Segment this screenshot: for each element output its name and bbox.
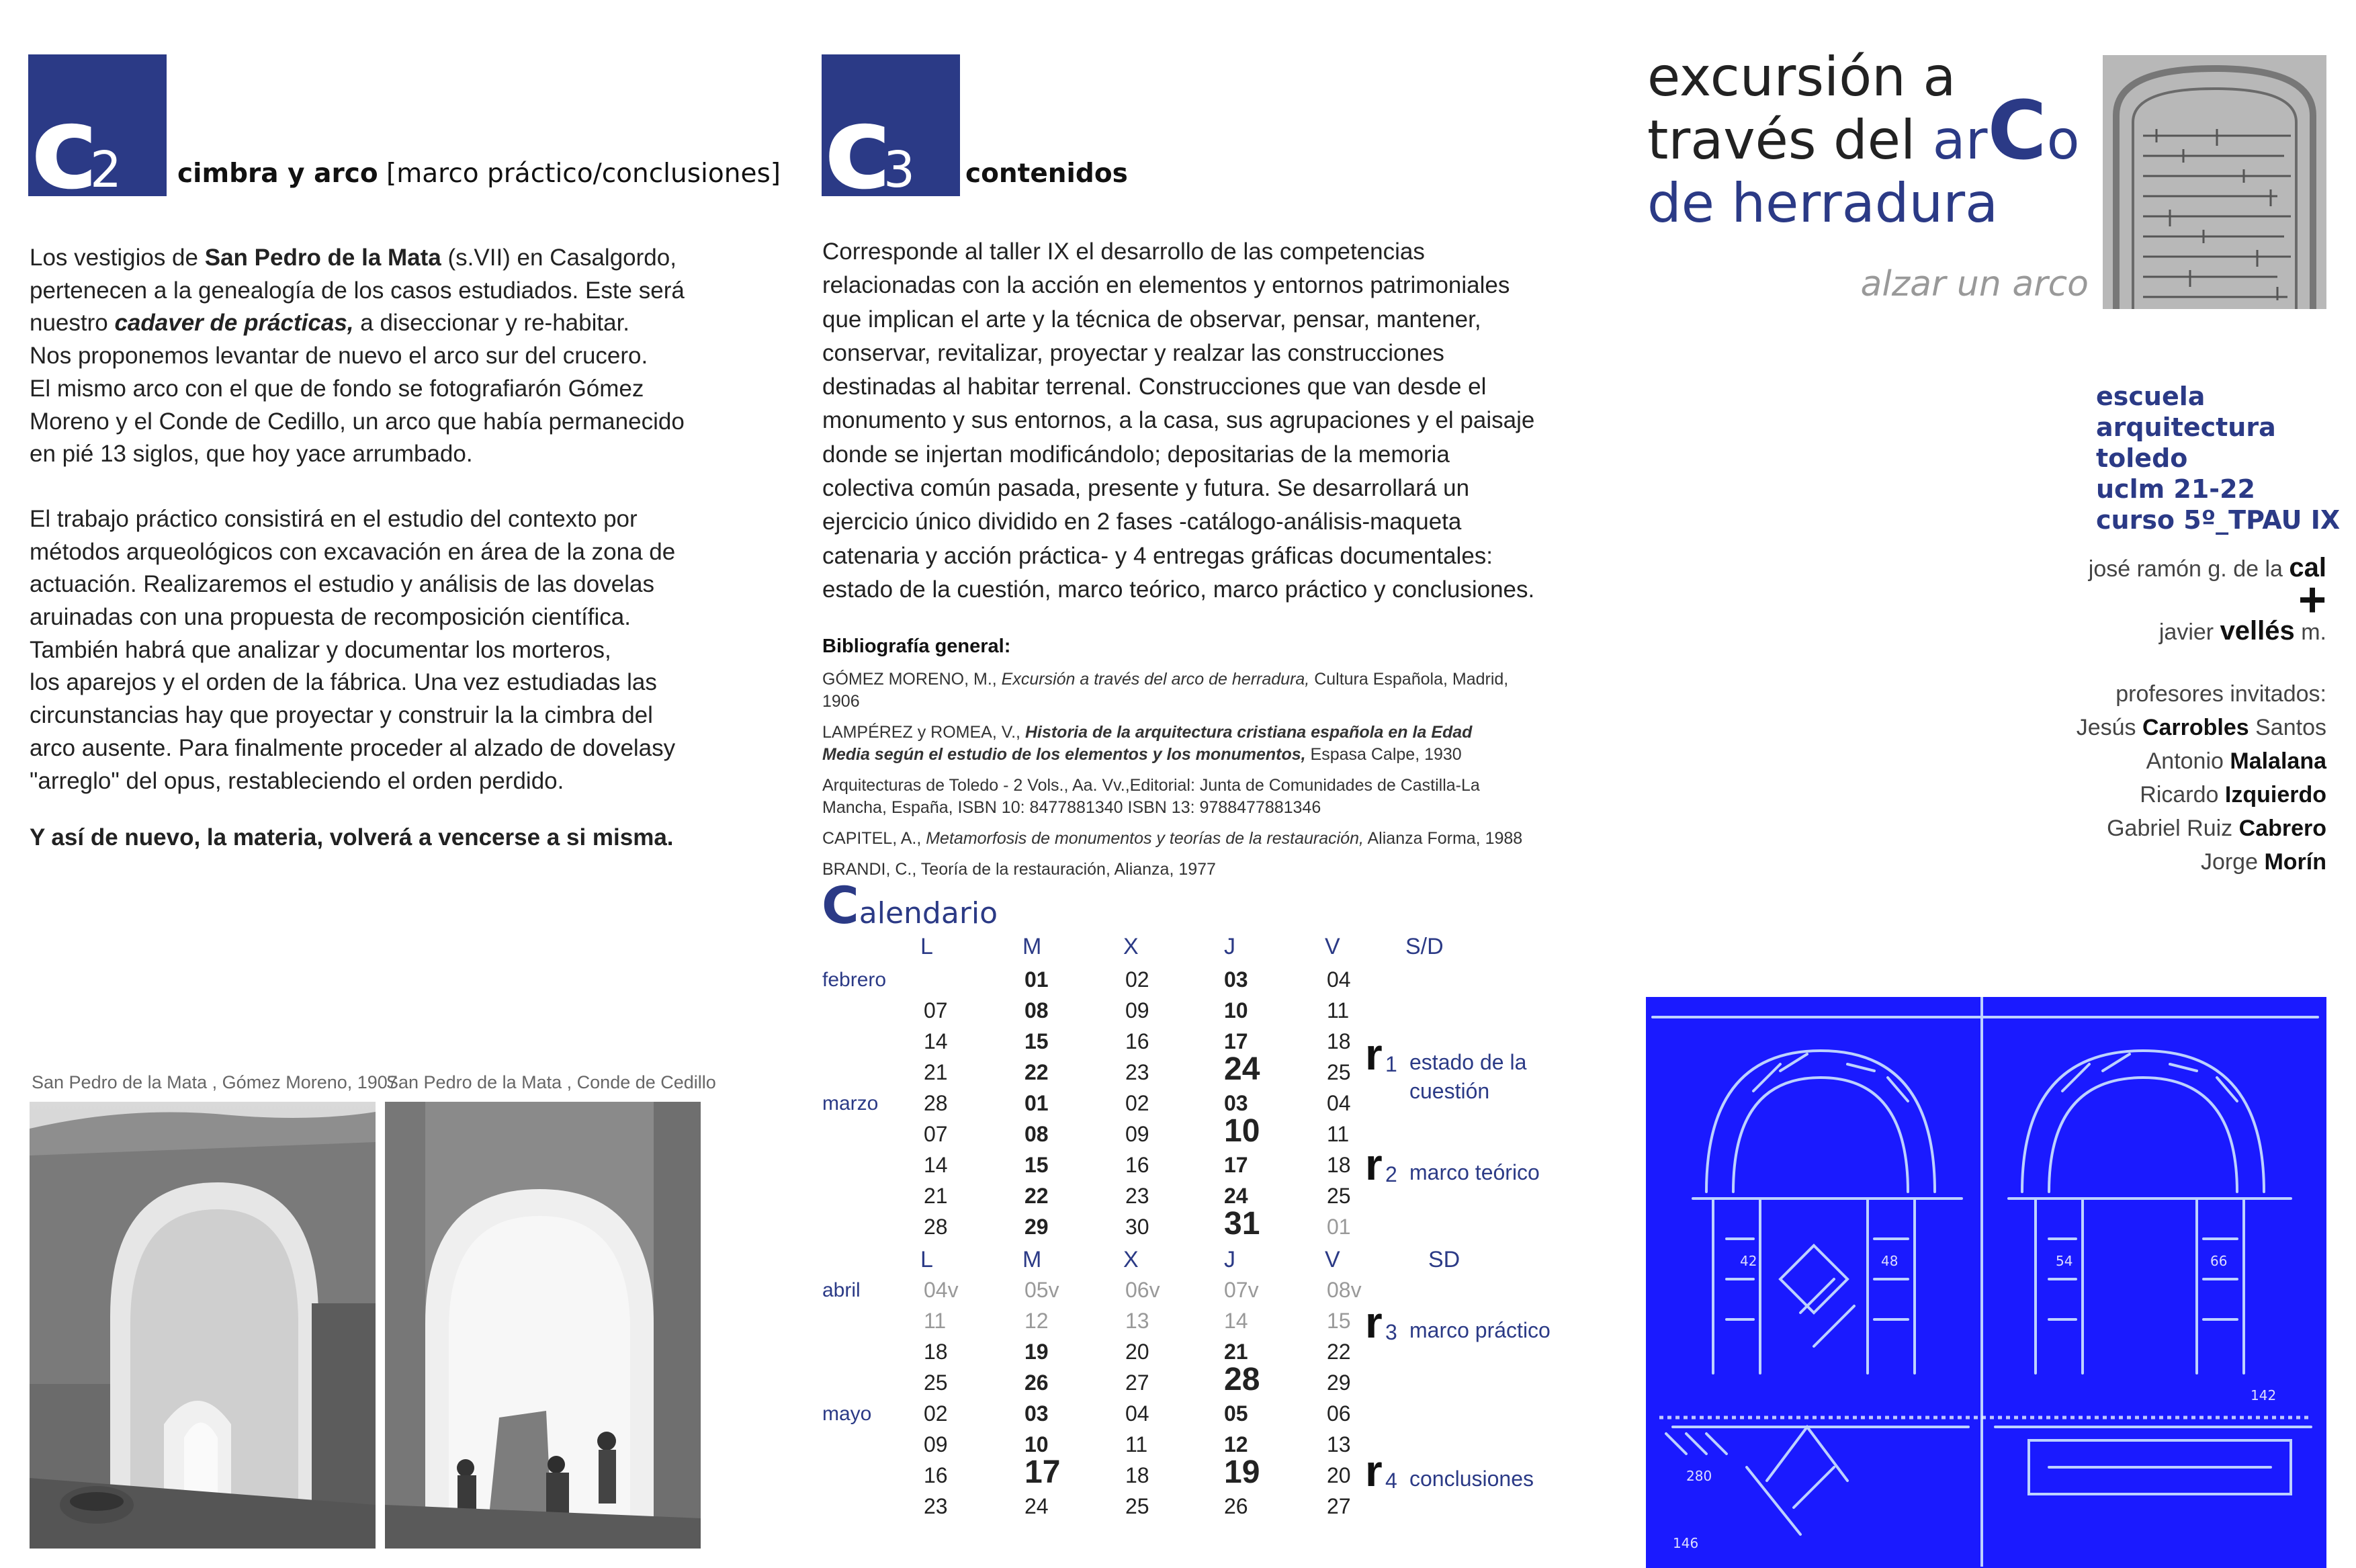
calendar-day: 04	[1327, 1091, 1351, 1115]
delivery-marker: r	[1365, 1029, 1383, 1079]
calendar-day: 11	[1327, 1122, 1350, 1146]
calendar-day: 01	[1327, 1215, 1351, 1239]
photo-conde-cedillo	[385, 1102, 701, 1549]
calendar-day: 02	[924, 1401, 948, 1426]
calendar-day: 23	[1125, 1184, 1149, 1208]
calendar-day: 08	[1024, 998, 1049, 1022]
calendar-col-header: SD	[1428, 1247, 1460, 1272]
calendar-day: 23	[924, 1494, 948, 1518]
calendar-day: 16	[1125, 1153, 1149, 1177]
calendar-day: 28	[924, 1091, 948, 1115]
calendar-day: 24	[1224, 1184, 1248, 1208]
photo1-caption: San Pedro de la Mata , Gómez Moreno, 1907	[32, 1072, 398, 1092]
c2-text: pertenecen a la genealogía de los casos estudiados. Este será	[30, 277, 685, 304]
calendar-day: 22	[1024, 1060, 1049, 1084]
school-line: arquitectura toledo	[2096, 412, 2276, 473]
calendar-day: 30	[1125, 1215, 1149, 1239]
calendar-day: 10	[1224, 998, 1248, 1022]
c2-heading	[177, 159, 781, 189]
calendar-col-header: J	[1224, 1247, 1235, 1272]
c2-text: en pié 13 siglos, que hoy yace arrumbado.	[30, 441, 473, 468]
calendar-col-header: M	[1022, 934, 1042, 959]
calendar-day: 25	[924, 1370, 948, 1395]
calendar-col-header: L	[920, 1247, 933, 1272]
school-line: escuela	[2096, 382, 2206, 411]
c2-badge-letter: c	[31, 82, 95, 215]
c2-text: circunstancias hay que proyectar y construir la la cimbra del	[30, 702, 653, 729]
calendar-day: 07v	[1224, 1278, 1259, 1302]
calendar-day: 21	[1224, 1340, 1248, 1364]
calendar-day: 16	[924, 1463, 948, 1487]
calendar-day: 04v	[924, 1278, 959, 1302]
delivery-number: 3	[1385, 1320, 1397, 1344]
calendar-col-header: M	[1022, 1247, 1042, 1272]
calendar-day: 16	[1125, 1029, 1149, 1053]
bib-ref: Arquitecturas de Toledo - 2 Vols., Aa. Vv.,Editorial: Junta de Comunidades de Castilla-La Mancha, España, ISBN 10: 8477881340 ISBN 13: 9788477881346	[822, 776, 1480, 817]
cover-subtitle: alzar un arco	[1860, 264, 2089, 304]
c3-badge-number: 3	[883, 141, 916, 199]
calendar-day: 11	[924, 1309, 947, 1333]
calendar-day: 23	[1125, 1060, 1149, 1084]
calendar-day: 18	[1327, 1029, 1351, 1053]
calendar-col-header: L	[920, 934, 933, 959]
c2-text: aruinadas con una propuesta de recomposición científica.	[30, 604, 631, 631]
c3-text: ejercicio único dividido en 2 fases -catálogo-análisis-maqueta	[822, 509, 1462, 535]
calendar-day: 09	[924, 1432, 948, 1456]
c2-text: El trabajo práctico consistirá en el estudio del contexto por	[30, 505, 638, 532]
guest: Antonio Malalana	[2146, 748, 2326, 774]
calendar-month-label: marzo	[822, 1092, 879, 1115]
calendar-day: 09	[1125, 1122, 1149, 1146]
calendar-day: 02	[1125, 1091, 1149, 1115]
calendar-col-header: X	[1123, 1247, 1139, 1272]
delivery-number: 2	[1385, 1162, 1397, 1186]
calendar-day: 18	[1125, 1463, 1149, 1487]
photo-gomez-moreno	[30, 1102, 376, 1549]
c2-text: (s.VII) en Casalgordo,	[441, 245, 677, 271]
c2-text: Moreno y el Conde de Cedillo, un arco que había permanecido	[30, 408, 685, 435]
calendar-day: 25	[1327, 1060, 1351, 1084]
calendar-col-header: J	[1224, 934, 1235, 959]
teachers	[1856, 551, 2326, 879]
c3-text: donde se injertan modificándolo; depositarias de la memoria	[822, 441, 1450, 468]
calendar-day: 24	[1224, 1051, 1260, 1087]
calendar-day: 12	[1224, 1432, 1248, 1456]
calendar-day: 01	[1024, 1091, 1049, 1115]
c2-text: Los vestigios de	[30, 245, 205, 271]
c2-text: actuación. Realizaremos el estudio y análisis de las dovelas	[30, 571, 654, 598]
calendar-day: 04	[1125, 1401, 1149, 1426]
c2-text: "arreglo" del opus, restableciendo el orden perdido.	[30, 767, 564, 794]
calendar-day: 11	[1125, 1432, 1148, 1456]
svg-text:48: 48	[1881, 1253, 1899, 1269]
calendar-day: 21	[924, 1060, 948, 1084]
calendar-day: 03	[1224, 1091, 1248, 1115]
delivery-label: estado de la	[1409, 1050, 1527, 1074]
calendar-col-header: S/D	[1405, 934, 1444, 959]
calendar-title: Calendario	[822, 875, 998, 935]
calendar-day: 06v	[1125, 1278, 1160, 1302]
svg-text:54: 54	[2056, 1253, 2073, 1269]
c2-badge-number: 2	[90, 141, 122, 199]
plus-sign: +	[2298, 573, 2326, 627]
calendar-day: 28	[1224, 1362, 1260, 1397]
calendar-day: 12	[1024, 1309, 1049, 1333]
calendar-day: 15	[1024, 1153, 1049, 1177]
c3-text: catenaria y acción práctica- y 4 entregas gráficas documentales:	[822, 542, 1493, 569]
school-line: uclm 21-22	[2096, 474, 2255, 504]
cover-title	[1647, 46, 2080, 235]
c3-text: conservar, revitalizar, proyectar y realzar las construcciones	[822, 339, 1444, 366]
calendar-day: 01	[1024, 967, 1049, 992]
calendar-day: 11	[1327, 998, 1350, 1022]
calendar-day: 15	[1327, 1309, 1351, 1333]
c2-text: Nos proponemos levantar de nuevo el arco sur del crucero.	[30, 343, 648, 369]
c3-body	[822, 235, 1561, 607]
guest: Jorge Morín	[2200, 849, 2326, 875]
calendar-day: 22	[1024, 1184, 1049, 1208]
bib-ref: LAMPÉREZ y ROMEA, V., Historia de la arquitectura cristiana española en la Edad Media según el estudio de los elementos y los monumentos, Espasa Calpe, 1930	[822, 723, 1473, 764]
calendar-day: 20	[1327, 1463, 1351, 1487]
guest: Gabriel Ruiz Cabrero	[2107, 816, 2326, 841]
c2-badge	[28, 54, 167, 215]
c3-text: que implican el arte y la técnica de observar, pensar, mantener,	[822, 306, 1481, 333]
calendar-day: 13	[1327, 1432, 1351, 1456]
c2-closing: Y así de nuevo, la materia, volverá a vencerse a si misma.	[30, 824, 674, 851]
bib-ref: CAPITEL, A., Metamorfosis de monumentos y teorías de la restauración, Alianza Forma, 1988	[822, 829, 1523, 848]
c3-text: colectiva común pasada, presente y futura. Se desarrollará un	[822, 475, 1470, 502]
delivery-number: 1	[1385, 1052, 1397, 1076]
c2-text: arco ausente. Para finalmente proceder al alzado de dovelasy	[30, 734, 676, 761]
calendar-day: 27	[1125, 1370, 1149, 1395]
c2-heading-rest: [marco práctico/conclusiones]	[378, 159, 781, 189]
calendar-day: 25	[1125, 1494, 1149, 1518]
calendar-day: 13	[1125, 1309, 1149, 1333]
calendar-day: 26	[1024, 1370, 1049, 1395]
calendar-col-header: V	[1325, 934, 1340, 959]
calendar-day: 04	[1327, 967, 1351, 992]
calendar-day: 10	[1224, 1113, 1260, 1149]
teacher-2: javier vellés m.	[2158, 616, 2326, 646]
delivery-marker: r	[1365, 1446, 1383, 1495]
calendar-day: 22	[1327, 1340, 1351, 1364]
calendar-day: 19	[1024, 1340, 1049, 1364]
delivery-label: conclusiones	[1409, 1467, 1534, 1491]
c2-text: El mismo arco con el que de fondo se fotografiarón Gómez	[30, 375, 644, 402]
calendar-day: 17	[1224, 1029, 1248, 1053]
delivery-label: cuestión	[1409, 1079, 1490, 1103]
calendar-day: 14	[924, 1153, 948, 1177]
c3-text: Corresponde al taller IX el desarrollo de las competencias	[822, 238, 1425, 265]
c3-heading-text: contenidos	[965, 159, 1128, 189]
calendar-day: 07	[924, 998, 948, 1022]
calendar-day: 10	[1024, 1432, 1049, 1456]
calendar-col-header: V	[1325, 1247, 1340, 1272]
calendar-day: 14	[1224, 1309, 1248, 1333]
delivery-label: marco práctico	[1409, 1318, 1551, 1342]
guest: Jesús Carrobles Santos	[2076, 715, 2326, 740]
c3-text: destinadas al habitar terrenal. Construcciones que van desde el	[822, 374, 1487, 400]
c2-text: los aparejos y el orden de la fábrica. Una vez estudiadas las	[30, 669, 657, 696]
c2-heading-bold: cimbra y arco	[177, 159, 378, 189]
svg-text:280: 280	[1686, 1468, 1712, 1484]
bibliography-title: Bibliografía general:	[822, 636, 1011, 657]
calendar-day: 03	[1224, 967, 1248, 992]
teacher-1: josé ramón g. de la cal	[2088, 553, 2326, 582]
calendar-day: 18	[924, 1340, 948, 1364]
svg-text:142: 142	[2251, 1387, 2277, 1403]
delivery-label: marco teórico	[1409, 1160, 1540, 1184]
guest: Ricardo Izquierdo	[2140, 782, 2326, 808]
calendar-day: 09	[1125, 998, 1149, 1022]
calendar-col-header: X	[1123, 934, 1139, 959]
calendar-day: 18	[1327, 1153, 1351, 1177]
calendar-day: 06	[1327, 1401, 1351, 1426]
c3-text: estado de la cuestión, marco teórico, marco práctico y conclusiones.	[822, 576, 1535, 603]
calendar-month-label: febrero	[822, 969, 887, 991]
calendar-day: 07	[924, 1122, 948, 1146]
calendar-day: 05	[1224, 1401, 1248, 1426]
delivery-marker: r	[1365, 1297, 1383, 1347]
calendar-day: 27	[1327, 1494, 1351, 1518]
calendar-day: 29	[1327, 1370, 1351, 1395]
bib-ref: BRANDI, C., Teoría de la restauración, Alianza, 1977	[822, 860, 1216, 879]
c2-text-bold: San Pedro de la Mata	[204, 245, 441, 271]
calendar-day: 02	[1125, 967, 1149, 992]
school-info	[2096, 381, 2356, 535]
svg-text:66: 66	[2210, 1253, 2228, 1269]
c2-body	[30, 242, 701, 855]
delivery-number: 4	[1385, 1469, 1397, 1493]
calendar-day: 17	[1224, 1153, 1248, 1177]
calendar-day: 17	[1024, 1454, 1061, 1490]
calendar-day: 05v	[1024, 1278, 1059, 1302]
guests-title: profesores invitados:	[2115, 681, 2326, 707]
blueprint-sketch	[1646, 997, 2326, 1568]
calendar-month-label: mayo	[822, 1403, 872, 1425]
calendar-day: 15	[1024, 1029, 1049, 1053]
calendar-day: 24	[1024, 1494, 1049, 1518]
calendar-month-label: abril	[822, 1279, 861, 1301]
calendar-day: 20	[1125, 1340, 1149, 1364]
svg-text:42: 42	[1740, 1253, 1757, 1269]
c3-text: relacionadas con la acción en elementos y entornos patrimoniales	[822, 272, 1510, 299]
svg-text:146: 146	[1673, 1535, 1699, 1551]
title-line2: través del arCo	[1647, 85, 2080, 178]
calendar-day: 31	[1224, 1206, 1260, 1242]
inscription-stone-image	[2103, 55, 2326, 309]
bibliography	[822, 636, 1548, 889]
photo2-caption: San Pedro de la Mata , Conde de Cedillo	[386, 1072, 716, 1092]
calendar-day: 21	[924, 1184, 948, 1208]
calendar-day: 28	[924, 1215, 948, 1239]
calendar-day: 08v	[1327, 1278, 1362, 1302]
c2-text: También habrá que analizar y documentar los morteros,	[30, 636, 611, 663]
c2-text: métodos arqueológicos con excavación en área de la zona de	[30, 538, 676, 565]
c3-heading	[965, 159, 1128, 189]
c2-text: nuestro	[30, 310, 115, 337]
title-line1: excursión a	[1647, 46, 1956, 108]
calendar-day: 14	[924, 1029, 948, 1053]
calendar-day: 25	[1327, 1184, 1351, 1208]
school-line: curso 5º_TPAU IX	[2096, 505, 2341, 535]
c3-text: monumento y sus entornos, a la casa, sus agrupaciones y el paisaje	[822, 407, 1535, 434]
title-line3: de herradura	[1647, 172, 1999, 234]
c3-badge-letter: c	[824, 82, 888, 215]
c2-text-emphasis: cadaver de prácticas,	[114, 310, 354, 337]
bib-ref: GÓMEZ MORENO, M., Excursión a través del arco de herradura, Cultura Española, Madrid, 1906	[822, 670, 1509, 711]
c2-text: a diseccionar y re-habitar.	[353, 310, 630, 337]
calendar-day: 26	[1224, 1494, 1248, 1518]
calendar-day: 03	[1024, 1401, 1049, 1426]
delivery-marker: r	[1365, 1139, 1383, 1189]
calendar-day: 29	[1024, 1215, 1049, 1239]
calendar-day: 08	[1024, 1122, 1049, 1146]
calendar-day: 19	[1224, 1454, 1260, 1490]
c3-badge	[822, 54, 960, 215]
